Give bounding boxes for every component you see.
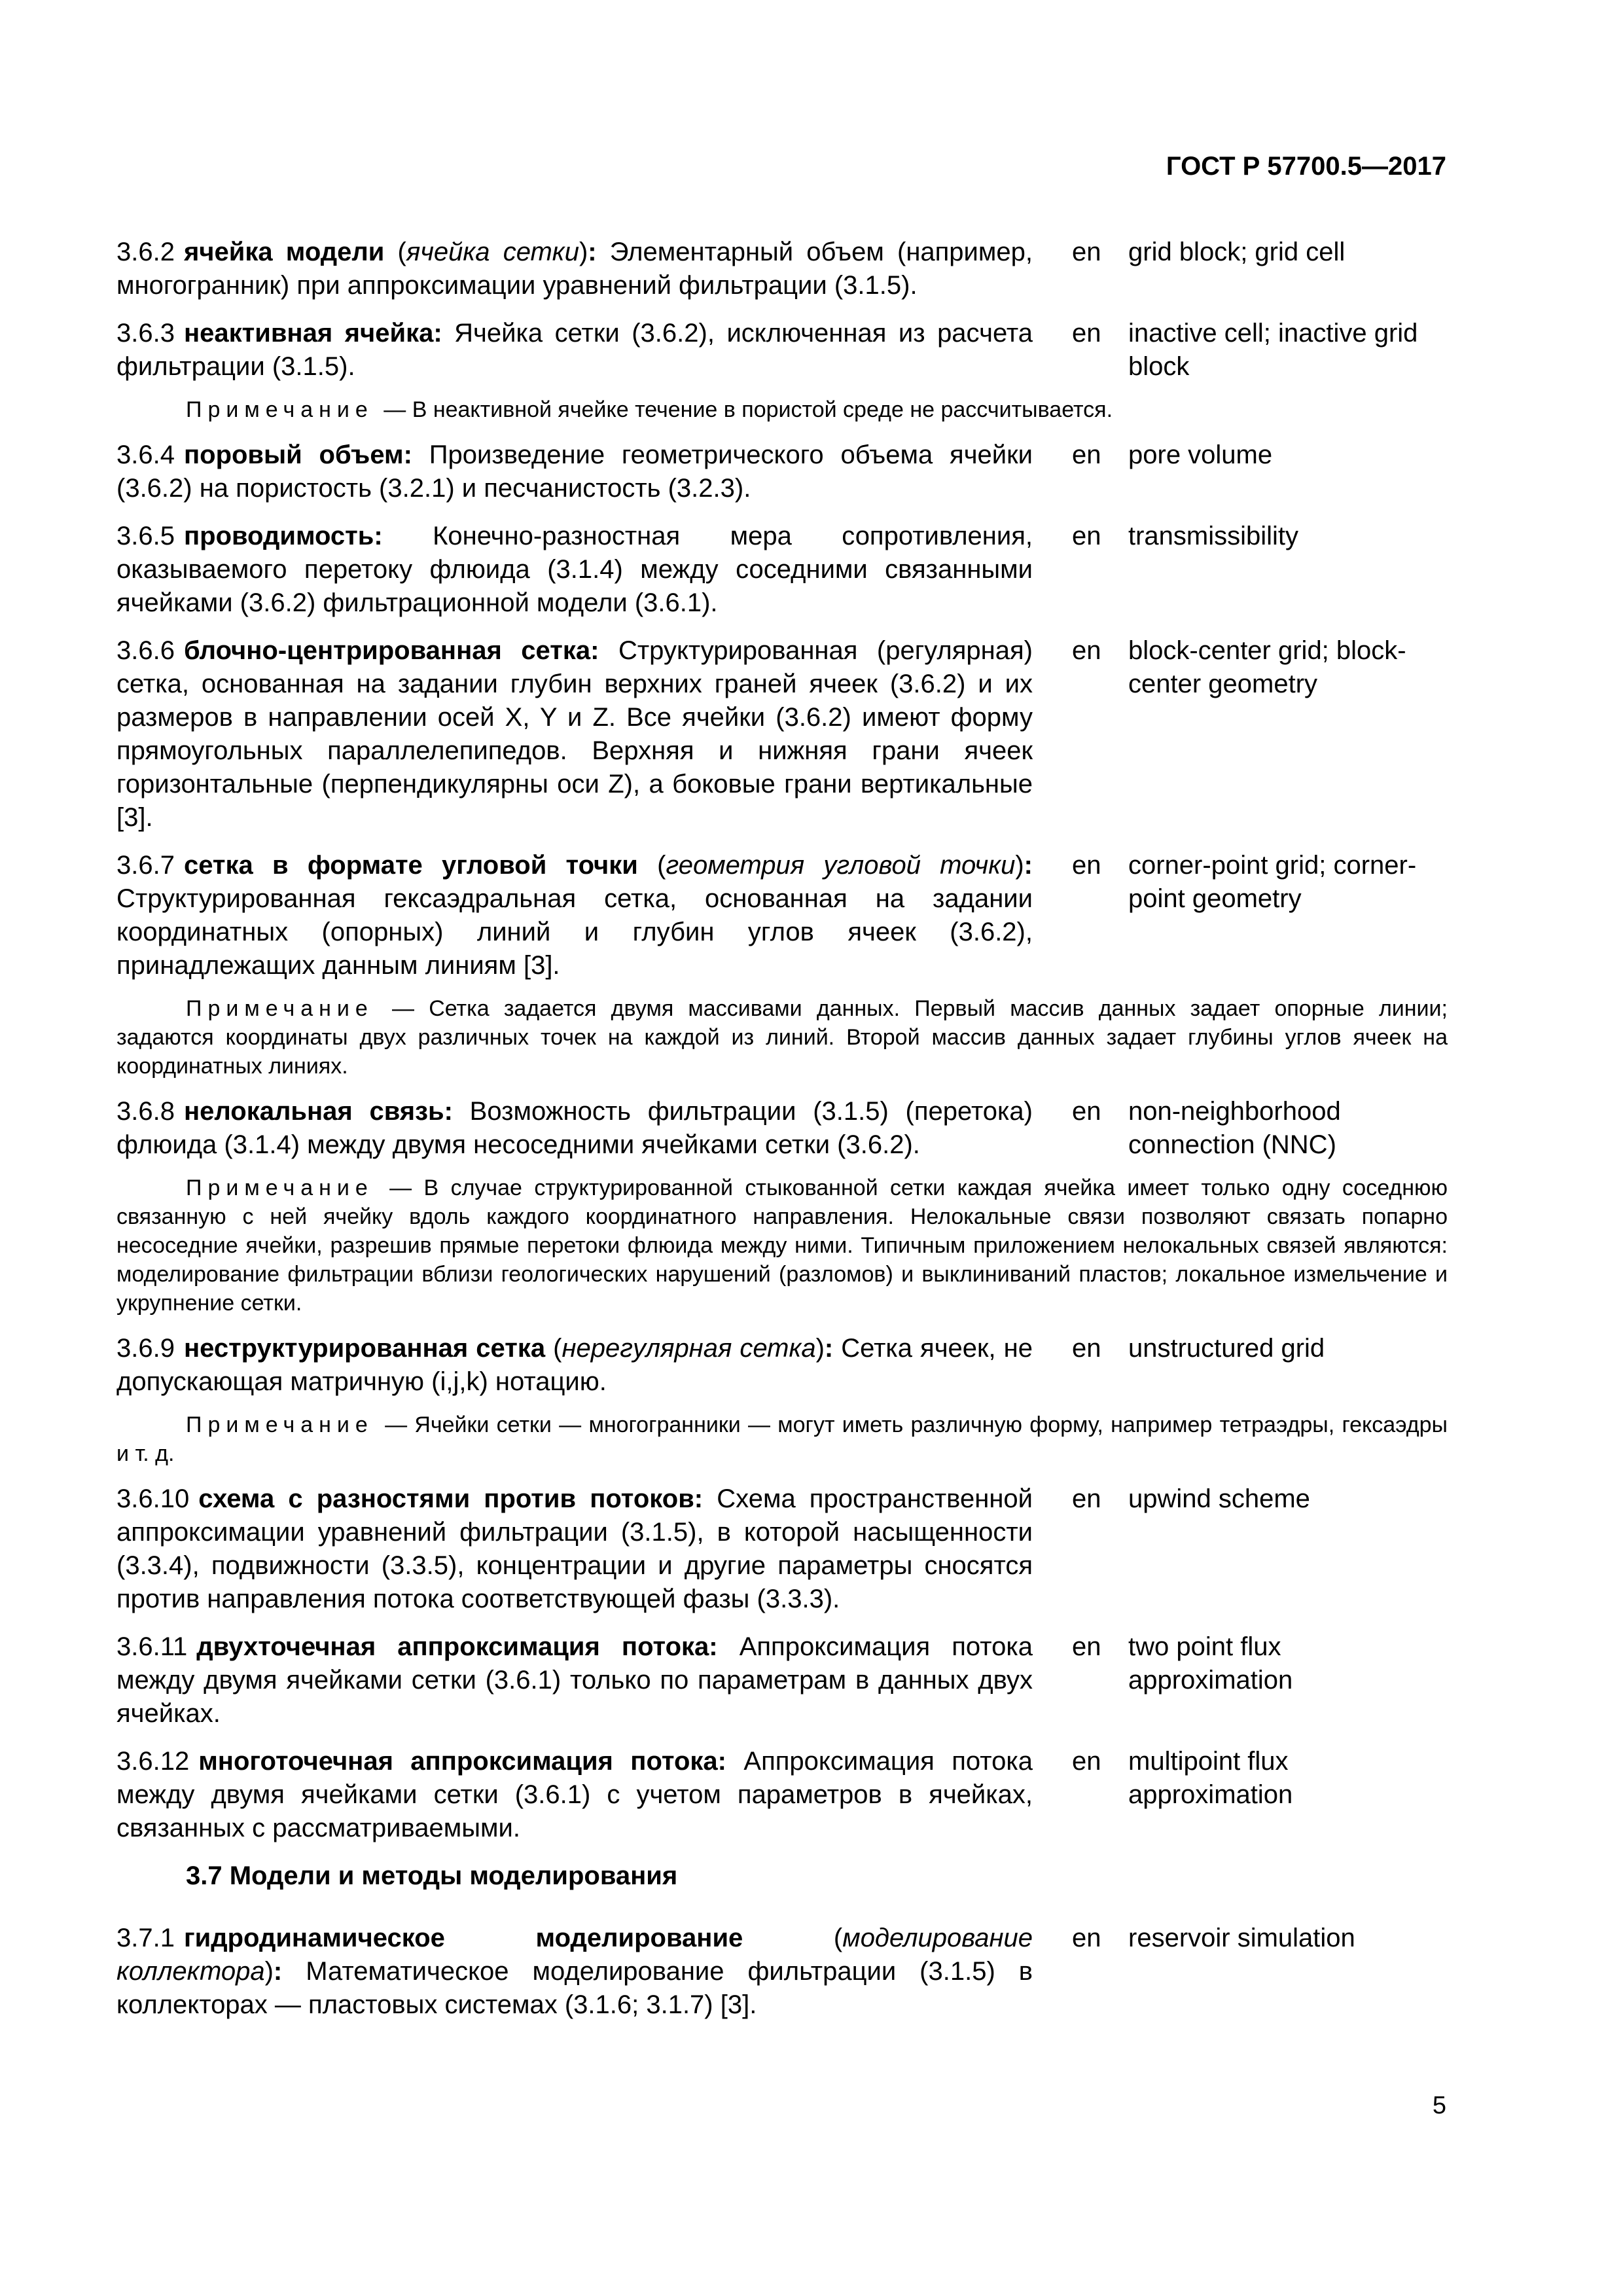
term-definition: 3.7.1 гидродинамическое моделирование (моделирование коллектора): Математическое моделирование фильтрации (3.1.5) в коллекторах — пластовых системах (3.1.6; 3.1.7) [3].	[116, 1924, 1033, 2019]
term-entry	[116, 1630, 1448, 1731]
note-dash: —	[377, 1412, 415, 1437]
term-number: 3.6.9	[116, 1334, 175, 1363]
note-dash: —	[377, 996, 429, 1021]
lang-code: en	[1072, 636, 1101, 665]
term-name: схема с разностями против потоков:	[198, 1484, 704, 1513]
term-entry	[116, 1332, 1448, 1399]
term-entry	[116, 520, 1448, 620]
term-definition	[116, 634, 1033, 834]
term-name: проводимость:	[183, 522, 383, 550]
term-english: unstructured grid	[1128, 1334, 1325, 1363]
note-label: Примечание	[186, 397, 374, 422]
section-heading: 3.7 Модели и методы моделирования	[186, 1861, 678, 1890]
term-entry	[116, 1745, 1448, 1845]
term-name: двухточечная аппроксимация потока:	[196, 1632, 718, 1661]
term-english: transmissibility	[1128, 522, 1299, 550]
term-entry	[116, 317, 1448, 384]
term-number: 3.6.11	[116, 1632, 188, 1661]
term-text: Структурированная (регулярная) сетка, основанная на задании глубин верхних граней ячеек (3.6.2) и их размеров в направлении осей X, Y и Z. Все ячейки (3.6.2) имеют форму прямоугольных параллелепипедов. Верхняя и нижняя грани ячеек горизонтальные (перпендикулярны оси Z), а боковые грани вертикальные [3].	[116, 636, 1033, 832]
term-english: non-neighborhood connection (NNC)	[1128, 1097, 1341, 1159]
term-definition: 3.6.7 сетка в формате угловой точки (геометрия угловой точки): Структурированная гексаэдральная сетка, основанная на задании координатных (опорных) линий и глубин углов ячеек (3.6.2), принадлежащих данным линиям [3].	[116, 851, 1033, 980]
term-text: Конечно-разностная мера сопротивления, оказываемого перетоку флюида (3.1.4) между соседними связанными ячейками (3.6.2) фильтрационной модели (3.6.1).	[116, 522, 1033, 617]
note	[116, 395, 1448, 424]
term-english: inactive cell; inactive grid block	[1128, 319, 1418, 381]
term-name: блочно-центрированная сетка:	[183, 636, 599, 665]
term-english: reservoir simulation	[1128, 1924, 1355, 1952]
term-colon: :	[1024, 851, 1033, 880]
note-text: В случае структурированной стыкованной сетки каждая ячейка имеет только одну соседнюю связанную с ней ячейку вдоль каждого координатного направления. Нелокальные связи позволяют связать попарно несоседние ячейки, разрешив прямые перетоки флюида между ними. Типичным приложением нелокальных связей являются: моделирование фильтрации вблизи геологических нарушений (разломов) и выклиниваний пластов; локальное измельчение и укрупнение сетки.	[116, 1175, 1448, 1316]
term-number: 3.6.8	[116, 1097, 175, 1126]
note-dash: —	[377, 1175, 424, 1200]
lang-code: en	[1072, 1632, 1101, 1661]
term-definition	[116, 1745, 1033, 1845]
note-text: В неактивной ячейке течение в пористой среде не рассчитывается.	[412, 397, 1113, 422]
term-synonym: геометрия угловой точки	[666, 851, 1016, 880]
lang-code: en	[1072, 1924, 1101, 1952]
term-text: Ячейка сетки (3.6.2), исключенная из расчета фильтрации (3.1.5).	[116, 319, 1033, 381]
term-entry	[116, 1482, 1448, 1616]
term-synonym: ячейка сетки	[406, 238, 579, 266]
note	[116, 1410, 1448, 1468]
term-colon: :	[588, 238, 597, 266]
document-header: ГОСТ Р 57700.5—2017	[1166, 152, 1446, 181]
term-name: неструктурированная сетка	[183, 1334, 546, 1363]
note-label: Примечание	[186, 1412, 374, 1437]
term-english: block-center grid; block-center geometry	[1128, 636, 1406, 698]
page-number: 5	[1432, 2092, 1446, 2119]
term-number: 3.6.3	[116, 319, 175, 348]
term-definition	[116, 1095, 1033, 1162]
note-dash: —	[377, 397, 412, 422]
term-number: 3.6.4	[116, 440, 175, 469]
term-name: неактивная ячейка:	[183, 319, 442, 348]
document-body	[116, 236, 1448, 2036]
term-synonym: нерегулярная сетка	[562, 1334, 816, 1363]
term-text: Структурированная гексаэдральная сетка, основанная на задании координатных (опорных) линий и глубин углов ячеек (3.6.2), принадлежащих данным линиям [3].	[116, 884, 1033, 980]
term-number: 3.6.12	[116, 1747, 190, 1776]
lang-code: en	[1072, 319, 1101, 348]
term-english: upwind scheme	[1128, 1484, 1310, 1513]
term-text: Схема пространственной аппроксимации уравнений фильтрации (3.1.5), в которой насыщенности (3.3.4), подвижности (3.3.5), концентрации и другие параметры сносятся против направления потока соответствующей фазы (3.3.3).	[116, 1484, 1033, 1613]
term-text: Аппроксимация потока между двумя ячейками сетки (3.6.1) с учетом параметров в ячейках, связанных с рассматриваемыми.	[116, 1747, 1033, 1842]
note	[116, 1174, 1448, 1318]
term-text: Математическое моделирование фильтрации (3.1.5) в коллекторах — пластовых системах (3.1.6; 3.1.7) [3].	[116, 1957, 1033, 2019]
term-entry	[116, 1095, 1448, 1162]
note-text: Сетка задается двумя массивами данных. Первый массив данных задает опорные линии; задаются координаты двух различных точек на каждой из линий. Второй массив данных задает глубины углов ячеек на координатных линиях.	[116, 996, 1448, 1079]
lang-code: en	[1072, 1097, 1101, 1126]
term-definition: 3.6.9 неструктурированная сетка (нерегулярная сетка): Сетка ячеек, не допускающая матричную (i,j,k) нотацию.	[116, 1334, 1033, 1396]
term-number: 3.6.10	[116, 1484, 190, 1513]
note-label: Примечание	[186, 1175, 374, 1200]
term-number: 3.6.7	[116, 851, 175, 880]
term-definition: 3.6.2 ячейка модели (ячейка сетки): Элементарный объем (например, многогранник) при аппроксимации уравнений фильтрации (3.1.5).	[116, 238, 1033, 300]
note-text: Ячейки сетки — многогранники — могут иметь различную форму, например тетраэдры, гексаэдры и т. д.	[116, 1412, 1448, 1466]
lang-code: en	[1072, 238, 1101, 266]
term-definition	[116, 1630, 1033, 1731]
term-synonym: моделирование коллектора	[116, 1924, 1033, 1986]
term-number: 3.6.6	[116, 636, 175, 665]
term-colon: :	[824, 1334, 834, 1363]
term-text: Сетка ячеек, не допускающая матричную (i,j,k) нотацию.	[116, 1334, 1033, 1396]
term-name: многоточечная аппроксимация потока:	[198, 1747, 726, 1776]
term-definition	[116, 1482, 1033, 1616]
note-label: Примечание	[186, 996, 374, 1021]
term-english: two point flux approximation	[1128, 1632, 1293, 1695]
term-entry	[116, 634, 1448, 834]
term-name: нелокальная связь:	[183, 1097, 453, 1126]
term-english: pore volume	[1128, 440, 1273, 469]
term-entry	[116, 1922, 1448, 2022]
lang-code: en	[1072, 522, 1101, 550]
note	[116, 994, 1448, 1081]
lang-code: en	[1072, 440, 1101, 469]
term-entry	[116, 236, 1448, 302]
term-name: ячейка модели	[183, 238, 385, 266]
term-definition	[116, 439, 1033, 505]
term-entry	[116, 849, 1448, 982]
term-english: multipoint flux approximation	[1128, 1747, 1293, 1809]
lang-code: en	[1072, 851, 1101, 880]
term-name: гидродинамическое моделирование	[183, 1924, 743, 1952]
term-english: corner-point grid; corner-point geometry	[1128, 851, 1417, 913]
term-text: Возможность фильтрации (3.1.5) (перетока) флюида (3.1.4) между двумя несоседними ячейками сетки (3.6.2).	[116, 1097, 1033, 1159]
term-number: 3.7.1	[116, 1924, 175, 1952]
term-definition	[116, 317, 1033, 384]
term-number: 3.6.5	[116, 522, 175, 550]
lang-code: en	[1072, 1334, 1101, 1363]
term-number: 3.6.2	[116, 238, 175, 266]
term-text: Элементарный объем (например, многогранник) при аппроксимации уравнений фильтрации (3.1.5).	[116, 238, 1033, 300]
lang-code: en	[1072, 1484, 1101, 1513]
term-text: Произведение геометрического объема ячейки (3.6.2) на пористость (3.2.1) и песчанистость (3.2.3).	[116, 440, 1033, 503]
term-colon: :	[273, 1957, 283, 1986]
lang-code: en	[1072, 1747, 1101, 1776]
term-text: Аппроксимация потока между двумя ячейками сетки (3.6.1) только по параметрам в данных двух ячейках.	[116, 1632, 1033, 1728]
term-definition	[116, 520, 1033, 620]
term-name: поровый объем:	[183, 440, 412, 469]
term-english: grid block; grid cell	[1128, 238, 1346, 266]
term-name: сетка в формате угловой точки	[183, 851, 638, 880]
term-entry	[116, 439, 1448, 505]
